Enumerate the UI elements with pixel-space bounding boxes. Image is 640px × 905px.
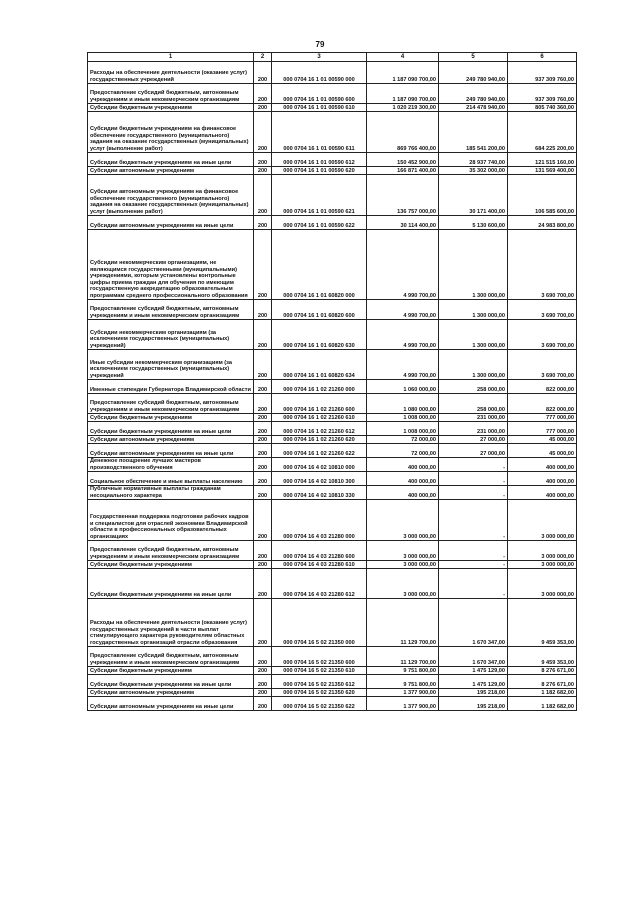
table-row [88, 153, 577, 167]
row-executed-cell: 27 000,00 [439, 436, 508, 444]
row-executed-cell: 1 475 129,00 [439, 675, 508, 689]
row-executed-cell: 1 300 000,00 [439, 350, 508, 380]
table-row [88, 112, 577, 153]
row-executed-cell: 5 130 600,00 [439, 216, 508, 230]
row-kbk-cell: 000 0704 16 5 02 21350 612 [272, 675, 367, 689]
row-remaining-cell: 131 569 400,00 [508, 167, 577, 175]
row-amount-cell: 1 020 219 300,00 [367, 104, 439, 112]
row-remaining-cell: 24 983 800,00 [508, 216, 577, 230]
row-remaining-cell: 3 690 700,00 [508, 350, 577, 380]
row-remaining-cell: 805 740 360,00 [508, 104, 577, 112]
row-kbk-cell: 000 0704 16 1 02 21260 622 [272, 444, 367, 458]
row-name-cell: Денежное поощрение лучших мастеров производственного обучения [88, 458, 254, 472]
table-row [88, 541, 577, 561]
row-amount-cell: 1 080 000,00 [367, 394, 439, 414]
row-kbk-cell: 000 0704 16 1 01 00590 611 [272, 112, 367, 153]
row-kbk-cell: 000 0704 16 5 02 21350 622 [272, 697, 367, 711]
row-code-cell: 200 [254, 599, 272, 647]
row-executed-cell: 195 218,00 [439, 697, 508, 711]
row-amount-cell: 1 187 090 700,00 [367, 84, 439, 104]
row-code-cell: 200 [254, 112, 272, 153]
row-amount-cell: 400 000,00 [367, 486, 439, 500]
row-name-cell: Иные субсидии некоммерческим организациям (за исключением государственных (муниципальных) учреждений [88, 350, 254, 380]
table-row [88, 599, 577, 647]
budget-table [87, 52, 577, 711]
row-name-cell: Субсидии бюджетным учреждениям на иные цели [88, 675, 254, 689]
row-code-cell: 200 [254, 104, 272, 112]
row-name-cell: Публичные нормативные выплаты гражданам несоциального характера [88, 486, 254, 500]
row-code-cell: 200 [254, 394, 272, 414]
row-remaining-cell: 3 000 000,00 [508, 569, 577, 599]
row-amount-cell: 1 377 900,00 [367, 697, 439, 711]
row-name-cell: Субсидии бюджетным учреждениям на иные цели [88, 422, 254, 436]
row-executed-cell: 30 171 400,00 [439, 175, 508, 216]
row-name-cell: Предоставление субсидий бюджетным, автономным учреждениям и иным некоммерческим организациям [88, 647, 254, 667]
row-name-cell: Расходы на обеспечение деятельности (оказание услуг) государственных учреждений в части выплат стимулирующего характера руководителям областных государственных организаций отрасли образования [88, 599, 254, 647]
row-code-cell: 200 [254, 62, 272, 84]
row-amount-cell: 4 990 700,00 [367, 230, 439, 300]
row-code-cell: 200 [254, 167, 272, 175]
table-row [88, 561, 577, 569]
row-amount-cell: 136 757 000,00 [367, 175, 439, 216]
row-code-cell: 200 [254, 458, 272, 472]
row-remaining-cell: 400 000,00 [508, 472, 577, 486]
row-name-cell: Субсидии бюджетным учреждениям на иные цели [88, 153, 254, 167]
row-code-cell: 200 [254, 230, 272, 300]
row-amount-cell: 166 871 400,00 [367, 167, 439, 175]
row-code-cell: 200 [254, 216, 272, 230]
row-name-cell: Социальное обеспечение и иные выплаты населению [88, 472, 254, 486]
row-amount-cell: 3 000 000,00 [367, 569, 439, 599]
row-code-cell: 200 [254, 689, 272, 697]
row-remaining-cell: 45 000,00 [508, 436, 577, 444]
column-header-6: 6 [508, 53, 577, 62]
table-body [88, 62, 577, 711]
row-remaining-cell: 937 309 760,00 [508, 62, 577, 84]
column-header-2: 2 [254, 53, 272, 62]
row-executed-cell: 195 218,00 [439, 689, 508, 697]
row-remaining-cell: 777 000,00 [508, 422, 577, 436]
row-amount-cell: 72 000,00 [367, 444, 439, 458]
row-kbk-cell: 000 0704 16 4 03 21280 000 [272, 500, 367, 541]
row-name-cell: Предоставление субсидий бюджетным, автономным учреждениям и иным некоммерческим организациям [88, 394, 254, 414]
row-code-cell: 200 [254, 500, 272, 541]
row-remaining-cell: 1 182 682,00 [508, 689, 577, 697]
row-name-cell: Субсидии бюджетным учреждениям на иные цели [88, 569, 254, 599]
table-row [88, 167, 577, 175]
row-executed-cell: 249 780 940,00 [439, 84, 508, 104]
table-row [88, 216, 577, 230]
table-row [88, 230, 577, 300]
row-code-cell: 200 [254, 561, 272, 569]
row-executed-cell: 249 780 940,00 [439, 62, 508, 84]
row-name-cell: Субсидии бюджетным учреждениям [88, 104, 254, 112]
row-executed-cell: - [439, 500, 508, 541]
row-kbk-cell: 000 0704 16 1 02 21260 610 [272, 414, 367, 422]
table-row [88, 500, 577, 541]
table-row [88, 175, 577, 216]
row-kbk-cell: 000 0704 16 4 02 10810 000 [272, 458, 367, 472]
row-executed-cell: 1 300 000,00 [439, 300, 508, 320]
row-name-cell: Субсидии бюджетным учреждениям на финансовое обеспечение государственного (муниципального) задания на оказание государственных (муниципальных) услуг (выполнение работ) [88, 112, 254, 153]
row-kbk-cell: 000 0704 16 1 02 21260 000 [272, 380, 367, 394]
row-executed-cell: - [439, 561, 508, 569]
row-name-cell: Субсидии автономным учреждениям на иные цели [88, 697, 254, 711]
row-amount-cell: 9 751 800,00 [367, 667, 439, 675]
row-executed-cell: 27 000,00 [439, 444, 508, 458]
row-remaining-cell: 822 000,00 [508, 380, 577, 394]
row-name-cell: Субсидии автономным учреждениям на иные цели [88, 216, 254, 230]
row-code-cell: 200 [254, 422, 272, 436]
row-executed-cell: 1 300 000,00 [439, 230, 508, 300]
row-remaining-cell: 106 585 600,00 [508, 175, 577, 216]
row-name-cell: Предоставление субсидий бюджетным, автономным учреждениям и иным некоммерческим организациям [88, 84, 254, 104]
table-row [88, 458, 577, 472]
row-executed-cell: 185 541 200,00 [439, 112, 508, 153]
row-remaining-cell: 3 690 700,00 [508, 320, 577, 350]
table-row [88, 104, 577, 112]
row-remaining-cell: 8 276 671,00 [508, 667, 577, 675]
row-amount-cell: 11 129 700,00 [367, 599, 439, 647]
row-kbk-cell: 000 0704 16 1 02 21260 600 [272, 394, 367, 414]
row-amount-cell: 30 114 400,00 [367, 216, 439, 230]
row-amount-cell: 1 187 090 700,00 [367, 62, 439, 84]
table-row [88, 422, 577, 436]
row-code-cell: 200 [254, 675, 272, 689]
row-code-cell: 200 [254, 320, 272, 350]
row-amount-cell: 4 990 700,00 [367, 300, 439, 320]
row-kbk-cell: 000 0704 16 5 02 21350 620 [272, 689, 367, 697]
row-kbk-cell: 000 0704 16 1 02 21260 612 [272, 422, 367, 436]
row-kbk-cell: 000 0704 16 1 01 60820 600 [272, 300, 367, 320]
row-code-cell: 200 [254, 380, 272, 394]
row-kbk-cell: 000 0704 16 1 01 00590 600 [272, 84, 367, 104]
table-row [88, 320, 577, 350]
row-executed-cell: 231 000,00 [439, 422, 508, 436]
row-remaining-cell: 1 182 682,00 [508, 697, 577, 711]
row-kbk-cell: 000 0704 16 1 01 00590 620 [272, 167, 367, 175]
row-name-cell: Субсидии автономным учреждениям [88, 436, 254, 444]
row-remaining-cell: 3 690 700,00 [508, 230, 577, 300]
row-code-cell: 200 [254, 436, 272, 444]
row-code-cell: 200 [254, 153, 272, 167]
row-kbk-cell: 000 0704 16 1 01 00590 610 [272, 104, 367, 112]
row-amount-cell: 4 990 700,00 [367, 320, 439, 350]
row-remaining-cell: 8 276 671,00 [508, 675, 577, 689]
row-executed-cell: 258 000,00 [439, 394, 508, 414]
row-amount-cell: 1 377 900,00 [367, 689, 439, 697]
row-kbk-cell: 000 0704 16 1 01 00590 622 [272, 216, 367, 230]
row-executed-cell: - [439, 458, 508, 472]
row-name-cell: Предоставление субсидий бюджетным, автономным учреждениям и иным некоммерческим организациям [88, 541, 254, 561]
table-row [88, 569, 577, 599]
row-executed-cell: - [439, 569, 508, 599]
row-code-cell: 200 [254, 175, 272, 216]
table-row [88, 647, 577, 667]
row-code-cell: 200 [254, 697, 272, 711]
row-amount-cell: 1 008 000,00 [367, 422, 439, 436]
column-header-3: 3 [272, 53, 367, 62]
table-row [88, 62, 577, 84]
row-remaining-cell: 121 515 160,00 [508, 153, 577, 167]
row-kbk-cell: 000 0704 16 1 01 60820 630 [272, 320, 367, 350]
row-kbk-cell: 000 0704 16 1 01 00590 612 [272, 153, 367, 167]
row-amount-cell: 3 000 000,00 [367, 500, 439, 541]
row-amount-cell: 11 129 700,00 [367, 647, 439, 667]
table-row [88, 350, 577, 380]
row-name-cell: Субсидии автономным учреждениям на финансовое обеспечение государственного (муниципального) задания на оказание государственных (муниципальных) услуг (выполнение работ) [88, 175, 254, 216]
row-remaining-cell: 3 000 000,00 [508, 561, 577, 569]
table-row [88, 380, 577, 394]
row-executed-cell: 28 937 740,00 [439, 153, 508, 167]
row-name-cell: Расходы на обеспечение деятельности (оказание услуг) государственных учреждений [88, 62, 254, 84]
row-amount-cell: 869 766 400,00 [367, 112, 439, 153]
row-kbk-cell: 000 0704 16 1 01 60820 634 [272, 350, 367, 380]
row-name-cell: Субсидии некоммерческим организациям (за исключением государственных (муниципальных) учреждений) [88, 320, 254, 350]
row-amount-cell: 4 990 700,00 [367, 350, 439, 380]
row-remaining-cell: 9 459 353,00 [508, 599, 577, 647]
row-remaining-cell: 400 000,00 [508, 458, 577, 472]
table-row [88, 414, 577, 422]
row-code-cell: 200 [254, 84, 272, 104]
row-remaining-cell: 3 000 000,00 [508, 541, 577, 561]
row-amount-cell: 9 751 800,00 [367, 675, 439, 689]
row-amount-cell: 1 060 000,00 [367, 380, 439, 394]
row-name-cell: Субсидии некоммерческим организациям, не являющимся государственными (муниципальными) учреждениями, которым установлены контрольные цифры приема граждан для обучения по имеющим государственную аккредитацию образовательным программам среднего профессионального образования [88, 230, 254, 300]
table-row [88, 394, 577, 414]
row-kbk-cell: 000 0704 16 5 02 21350 600 [272, 647, 367, 667]
row-code-cell: 200 [254, 300, 272, 320]
table-row [88, 667, 577, 675]
column-header-1: 1 [88, 53, 254, 62]
table-header [88, 53, 577, 62]
row-executed-cell: 258 000,00 [439, 380, 508, 394]
column-header-5: 5 [439, 53, 508, 62]
table-row [88, 300, 577, 320]
row-kbk-cell: 000 0704 16 4 03 21280 612 [272, 569, 367, 599]
row-kbk-cell: 000 0704 16 4 02 10810 300 [272, 472, 367, 486]
row-remaining-cell: 3 000 000,00 [508, 500, 577, 541]
row-code-cell: 200 [254, 350, 272, 380]
row-kbk-cell: 000 0704 16 1 01 60820 000 [272, 230, 367, 300]
row-code-cell: 200 [254, 667, 272, 675]
row-amount-cell: 1 008 000,00 [367, 414, 439, 422]
row-kbk-cell: 000 0704 16 5 02 21350 000 [272, 599, 367, 647]
header-row [88, 53, 577, 62]
row-name-cell: Предоставление субсидий бюджетным, автономным учреждениям и иным некоммерческим организациям [88, 300, 254, 320]
row-amount-cell: 3 000 000,00 [367, 541, 439, 561]
table-row [88, 689, 577, 697]
row-name-cell: Государственная поддержка подготовки рабочих кадров и специалистов для отраслей экономики Владимирской области в профессиональных образовательных организациях [88, 500, 254, 541]
row-kbk-cell: 000 0704 16 4 03 21280 600 [272, 541, 367, 561]
row-amount-cell: 150 452 900,00 [367, 153, 439, 167]
row-remaining-cell: 400 000,00 [508, 486, 577, 500]
row-kbk-cell: 000 0704 16 5 02 21350 610 [272, 667, 367, 675]
row-executed-cell: - [439, 472, 508, 486]
row-code-cell: 200 [254, 647, 272, 667]
row-executed-cell: - [439, 541, 508, 561]
row-executed-cell: 35 302 000,00 [439, 167, 508, 175]
row-remaining-cell: 45 000,00 [508, 444, 577, 458]
row-kbk-cell: 000 0704 16 1 01 00590 000 [272, 62, 367, 84]
row-name-cell: Субсидии бюджетным учреждениям [88, 414, 254, 422]
row-name-cell: Субсидии бюджетным учреждениям [88, 561, 254, 569]
row-name-cell: Субсидии автономным учреждениям [88, 689, 254, 697]
row-remaining-cell: 3 690 700,00 [508, 300, 577, 320]
row-name-cell: Именные стипендии Губернатора Владимирской области [88, 380, 254, 394]
row-executed-cell: - [439, 486, 508, 500]
row-amount-cell: 72 000,00 [367, 436, 439, 444]
row-name-cell: Субсидии автономным учреждениям на иные цели [88, 444, 254, 458]
row-amount-cell: 3 000 000,00 [367, 561, 439, 569]
table-row [88, 486, 577, 500]
row-remaining-cell: 777 000,00 [508, 414, 577, 422]
row-executed-cell: 1 670 347,00 [439, 599, 508, 647]
row-code-cell: 200 [254, 569, 272, 599]
table-row [88, 444, 577, 458]
row-executed-cell: 214 478 940,00 [439, 104, 508, 112]
row-kbk-cell: 000 0704 16 1 02 21260 620 [272, 436, 367, 444]
row-code-cell: 200 [254, 541, 272, 561]
row-remaining-cell: 822 000,00 [508, 394, 577, 414]
row-amount-cell: 400 000,00 [367, 472, 439, 486]
table-row [88, 472, 577, 486]
row-kbk-cell: 000 0704 16 4 03 21280 610 [272, 561, 367, 569]
page-number: 79 [315, 40, 325, 49]
table-row [88, 697, 577, 711]
row-remaining-cell: 684 225 200,00 [508, 112, 577, 153]
row-executed-cell: 1 670 347,00 [439, 647, 508, 667]
row-code-cell: 200 [254, 486, 272, 500]
row-executed-cell: 1 300 000,00 [439, 320, 508, 350]
row-code-cell: 200 [254, 414, 272, 422]
row-kbk-cell: 000 0704 16 4 02 10810 330 [272, 486, 367, 500]
row-code-cell: 200 [254, 444, 272, 458]
row-amount-cell: 400 000,00 [367, 458, 439, 472]
column-header-4: 4 [367, 53, 439, 62]
row-executed-cell: 231 000,00 [439, 414, 508, 422]
row-executed-cell: 1 475 129,00 [439, 667, 508, 675]
table-row [88, 436, 577, 444]
table-row [88, 84, 577, 104]
row-name-cell: Субсидии автономным учреждениям [88, 167, 254, 175]
row-remaining-cell: 9 459 353,00 [508, 647, 577, 667]
table-row [88, 675, 577, 689]
row-code-cell: 200 [254, 472, 272, 486]
row-name-cell: Субсидии бюджетным учреждениям [88, 667, 254, 675]
row-kbk-cell: 000 0704 16 1 01 00590 621 [272, 175, 367, 216]
row-remaining-cell: 937 309 760,00 [508, 84, 577, 104]
